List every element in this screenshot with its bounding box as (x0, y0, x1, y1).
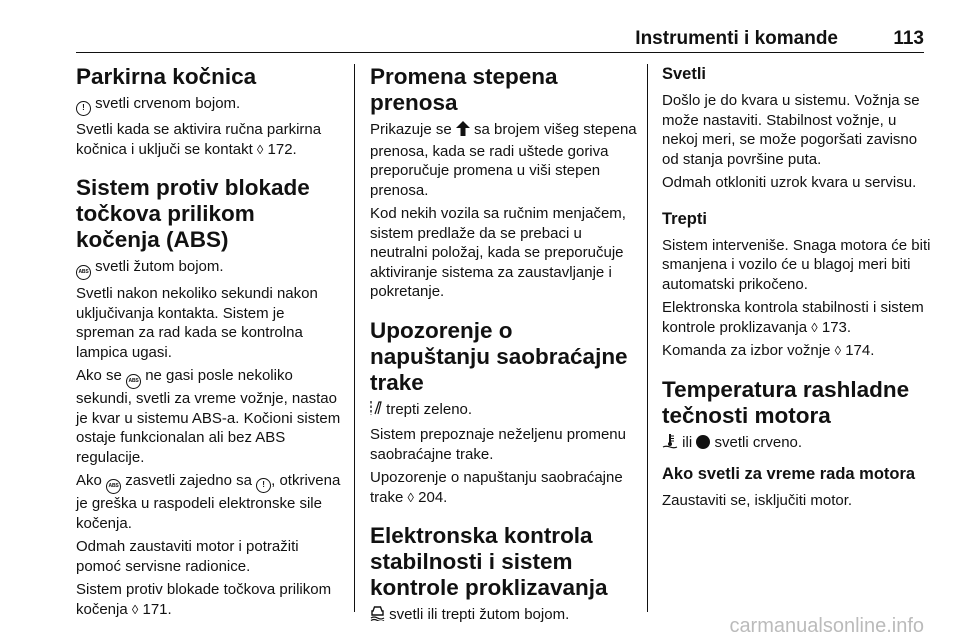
page-ref-icon: ◊ (407, 489, 414, 505)
coolant-temp-icon (662, 433, 678, 455)
page-ref-icon: ◊ (256, 141, 264, 157)
heading-flashing: Trepti (662, 209, 707, 228)
coolant-dot-icon (696, 435, 710, 449)
page-ref-link[interactable]: 173. (821, 318, 852, 336)
column-divider (647, 64, 648, 612)
brake-warning-icon: ! (256, 478, 271, 493)
paragraph: Kod nekih vozila sa ručnim menjačem, sistem predlaže da se prebaci u neutralni položaj, kada se preporučuje aktiviranje sistema za zaustavljanje i pokretanje. (370, 205, 626, 300)
column-3 (662, 64, 934, 515)
page-ref-icon: ◊ (834, 343, 842, 358)
heading-parking-brake: Parkirna kočnica (76, 64, 257, 89)
heading-lit-while-running: Ako svetli za vreme rada motora (662, 465, 916, 483)
page-number: 113 (893, 28, 924, 49)
lane-departure-icon (370, 400, 382, 422)
heading-gear-shift: Promena stepena prenosa (370, 64, 558, 115)
abs-icon: ABS (76, 265, 91, 280)
page-ref-icon: ◊ (131, 601, 139, 617)
paragraph: Upozorenje o napuštanju saobraćajne trake ◊ 204. (370, 469, 623, 506)
paragraph: ABS svetli žutom bojom. (76, 257, 344, 280)
column-1 (76, 64, 344, 623)
paragraph: Prikazuje se sa brojem višeg stepena prenosa, kada se radi uštede goriva preporučuje promena u viši stepen prenosa. (370, 121, 637, 199)
paragraph: Zaustaviti se, isključiti motor. (662, 492, 853, 509)
paragraph: ! svetli crvenom bojom. (76, 94, 344, 116)
abs-icon: ABS (106, 479, 121, 494)
paragraph: Sistem prepoznaje neželjenu promenu saobraćajne trake. (370, 426, 626, 463)
paragraph: Komanda za izbor vožnje ◊ 174. (662, 342, 875, 359)
watermark: carmanualsonline.info (729, 615, 924, 637)
column-2 (370, 64, 638, 631)
page-header (76, 22, 924, 53)
paragraph: Došlo je do kvara u sistemu. Vožnja se može nastaviti. Stabilnost vožnje, u nekoj meri, se može pogoršati zavisno od stanja površine puta. (662, 92, 920, 168)
paragraph: Odmah zaustaviti motor i potražiti pomoć servisne radionice. (76, 538, 299, 575)
column-divider (354, 64, 355, 612)
paragraph: Ako ABS zasvetli zajedno sa ! , otkrivena je greška u raspodeli elektronske sile kočenja. (76, 472, 341, 532)
header-title: Instrumenti i komande (635, 28, 838, 49)
esc-icon (370, 605, 385, 627)
heading-abs: Sistem protiv blokade točkova prilikom kočenja (ABS) (76, 175, 310, 252)
page-ref-link[interactable]: 172. (267, 140, 297, 158)
heading-esc: Elektronska kontrola stabilnosti i sistem kontrole proklizavanja (370, 523, 608, 600)
page-ref-link[interactable]: 171. (142, 600, 172, 618)
brake-warning-icon: ! (76, 101, 91, 116)
paragraph: Sistem protiv blokade točkova prilikom kočenja ◊ 171. (76, 581, 332, 618)
page-ref-link[interactable]: 174. (845, 342, 875, 359)
paragraph: Ako se ABS ne gasi posle nekoliko sekundi, svetli za vreme vožnje, nastao je kvar u sistemu ABS-a. Kočioni sistem ostaje funkcionalan ali bez ABS regulacije. (76, 367, 341, 466)
heading-coolant-temp: Temperatura rashladne tečnosti motora (662, 376, 910, 428)
paragraph: Sistem interveniše. Snaga motora će biti smanjena i vozilo će u blagoj meri biti automatski prikočeno. (662, 236, 931, 293)
paragraph: trepti zeleno. (370, 400, 638, 422)
paragraph: Svetli nakon nekoliko sekundi nakon uključivanja kontakta. Sistem je spreman za rad kada se kontrolna lampica ugasi. (76, 285, 318, 361)
paragraph: svetli ili trepti žutom bojom. (370, 605, 638, 627)
paragraph: Svetli kada se aktivira ručna parkirna kočnica i uključi se kontakt ◊ 172. (76, 121, 322, 158)
page-ref-link[interactable]: 204. (418, 488, 448, 506)
page-ref-icon: ◊ (811, 319, 818, 335)
paragraph: Odmah otkloniti uzrok kvara u servisu. (662, 174, 917, 191)
heading-lit: Svetli (662, 65, 707, 83)
abs-icon: ABS (126, 374, 141, 389)
gear-arrow-icon (456, 121, 470, 142)
paragraph: ili svetli crveno. (662, 433, 934, 455)
heading-lane-departure: Upozorenje o napuštanju saobraćajne trake (370, 317, 628, 395)
paragraph: Elektronska kontrola stabilnosti i sistem kontrole proklizavanja ◊ 173. (662, 299, 924, 336)
